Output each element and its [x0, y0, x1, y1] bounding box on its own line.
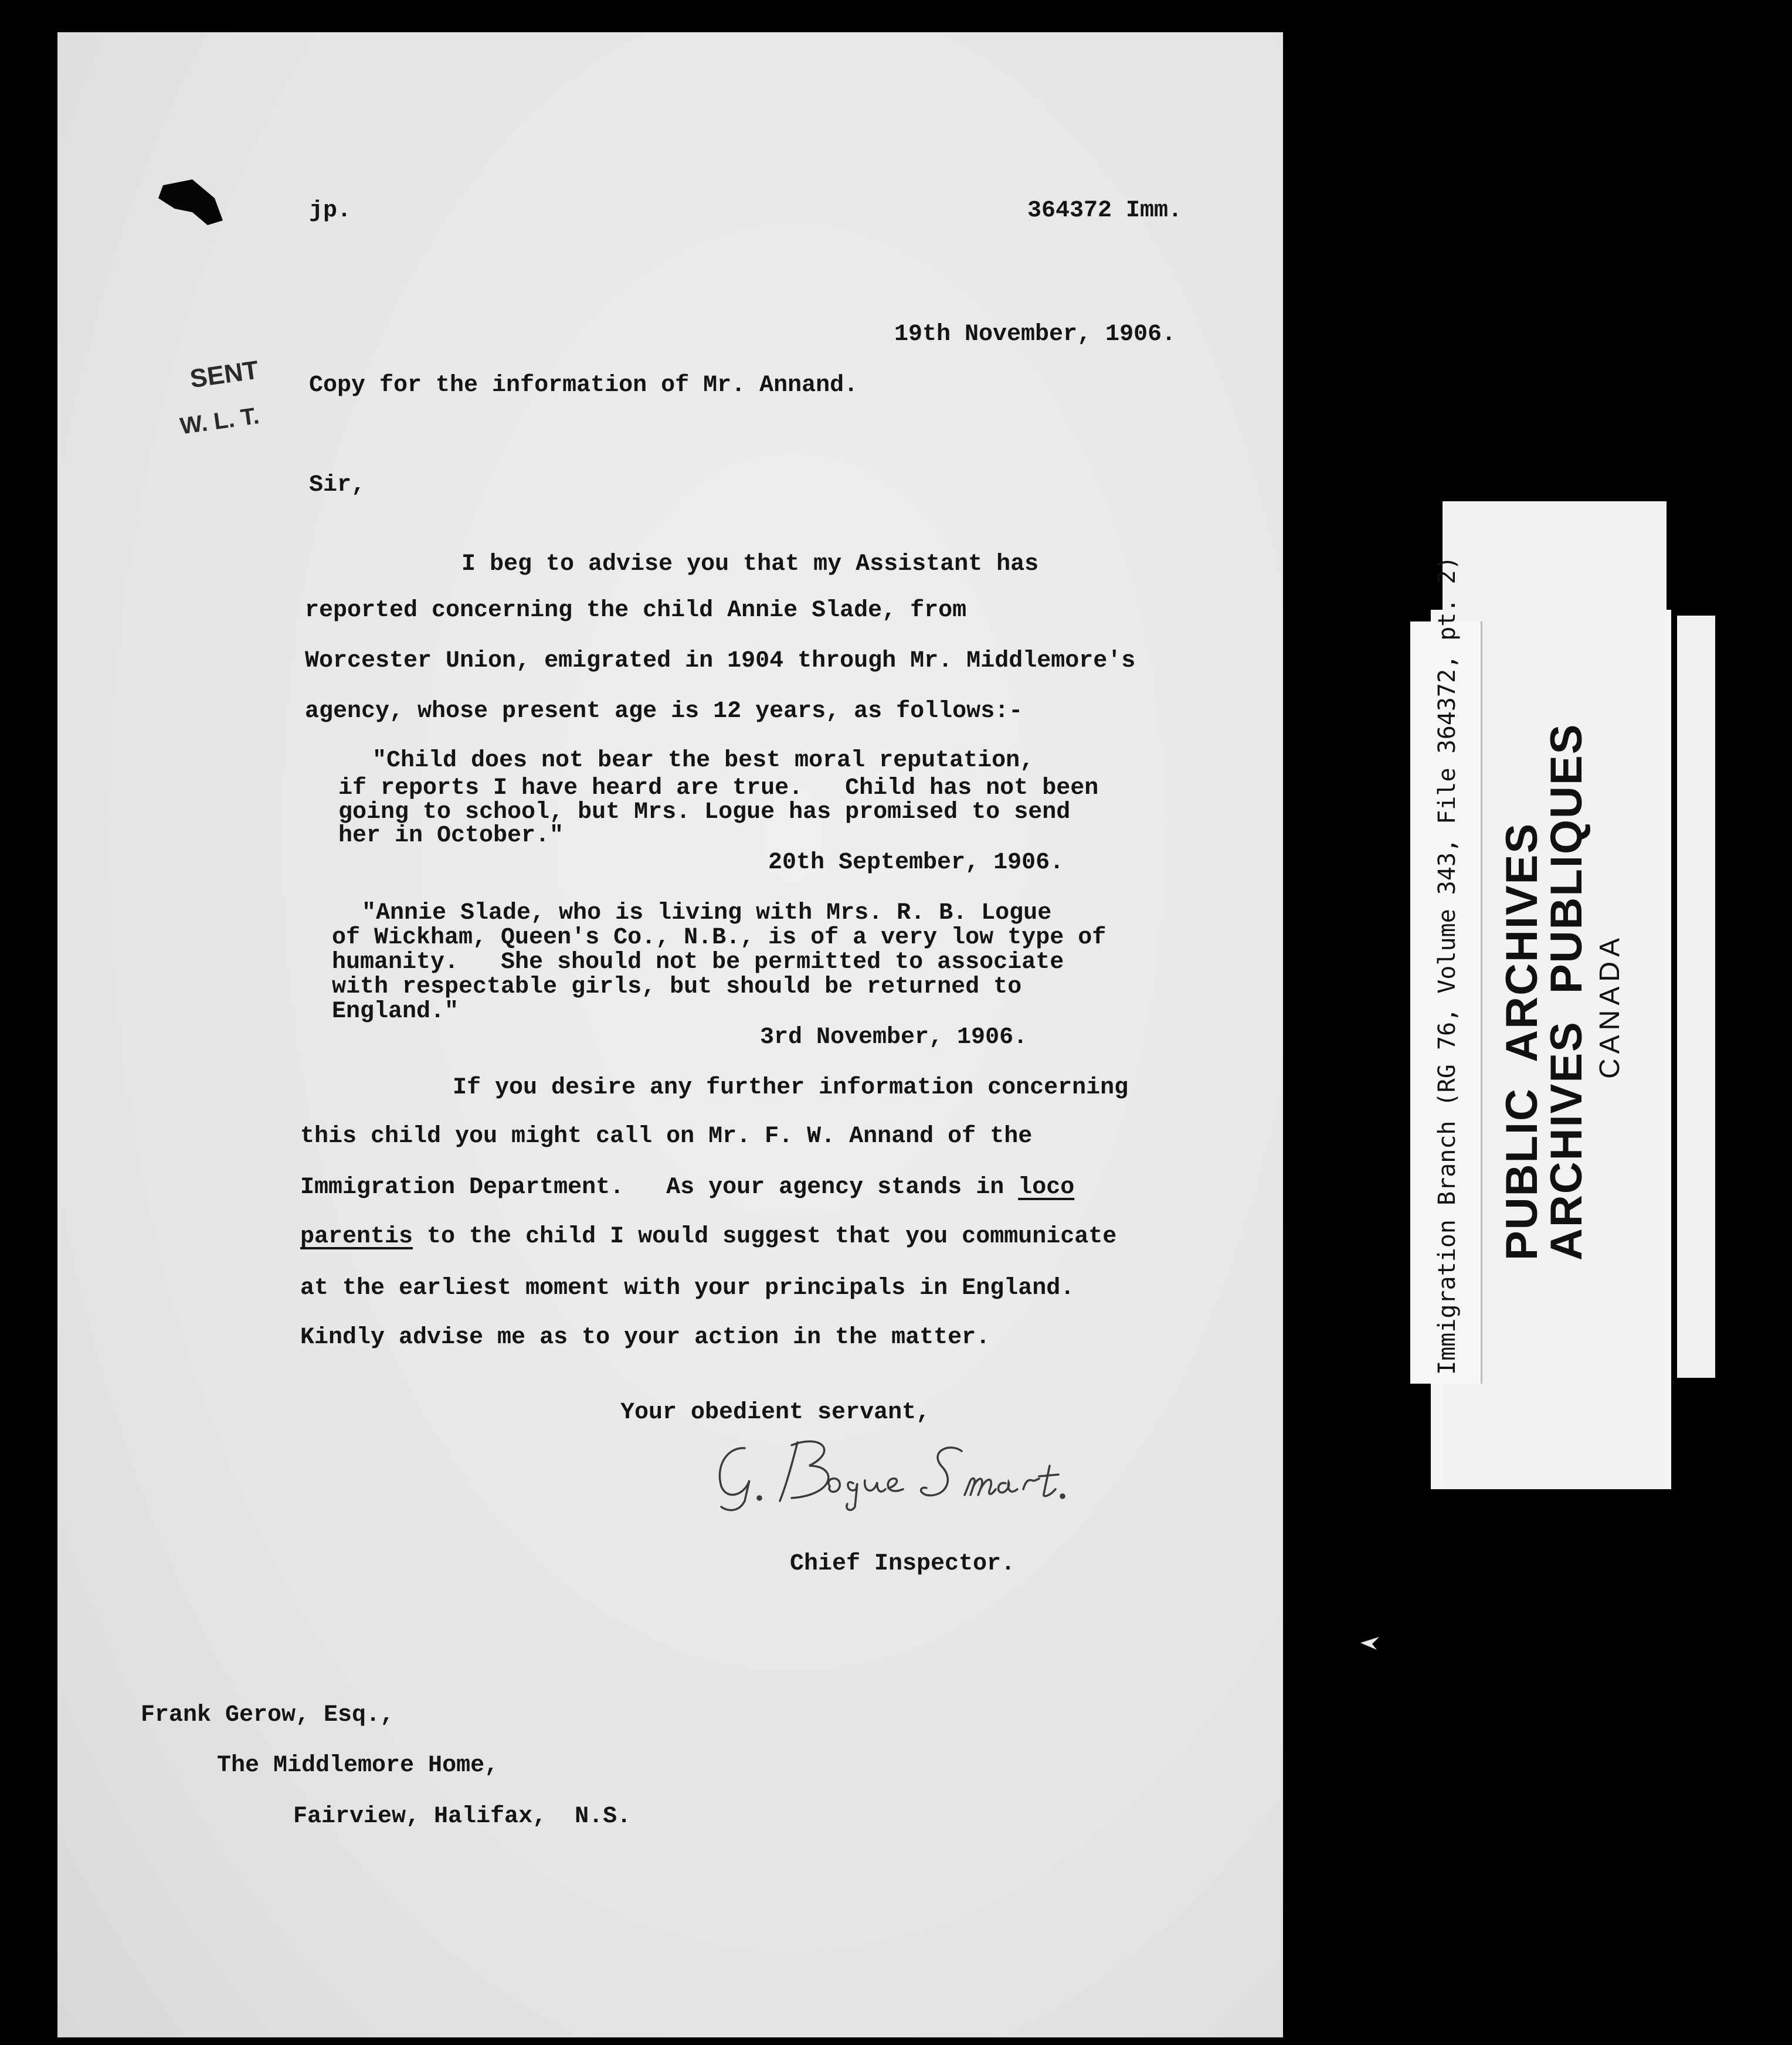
signatory-title: Chief Inspector. — [790, 1551, 1016, 1577]
closing: Your obedient servant, — [620, 1399, 931, 1426]
ink-blot — [151, 175, 228, 227]
parentis-underlined: parentis — [300, 1224, 413, 1250]
typist-initials: jp. — [309, 198, 352, 224]
address-line: Frank Gerow, Esq., — [141, 1702, 395, 1728]
quote-2-line: of Wickham, Queen's Co., N.B., is of a very low type of — [332, 925, 1107, 951]
quote-2-line: humanity. She should not be permitted to associate — [332, 949, 1064, 976]
paragraph-1-line: reported concerning the child Annie Slade, from — [305, 597, 967, 624]
sent-stamp — [169, 335, 268, 450]
speck-mark — [1359, 1635, 1383, 1652]
handwritten-signature — [704, 1431, 1126, 1513]
paragraph-2-text: to the child I would suggest that you communicate — [413, 1224, 1117, 1250]
sent-stamp-line1: SENT — [188, 355, 261, 394]
quote-2-line: with respectable girls, but should be returned to — [332, 974, 1022, 1000]
paragraph-1-line: agency, whose present age is 12 years, as follows:- — [305, 698, 1023, 725]
paragraph-2-line: this child you might call on Mr. F. W. Annand of the — [300, 1123, 1033, 1150]
quote-2-line: "Annie Slade, who is living with Mrs. R. B. Logue — [362, 900, 1052, 926]
quote-2-date: 3rd November, 1906. — [760, 1024, 1028, 1051]
quote-2-line: England." — [332, 998, 459, 1025]
address-line: Fairview, Halifax, N.S. — [293, 1803, 632, 1830]
paragraph-2-line: at the earliest moment with your principals in England. — [300, 1275, 1075, 1302]
quote-1-date: 20th September, 1906. — [768, 850, 1064, 876]
paragraph-2-line — [300, 1225, 1116, 1249]
paragraph-2-line: If you desire any further information concerning — [453, 1075, 1129, 1101]
archive-country: CANADA — [1594, 933, 1625, 1079]
paragraph-2-line — [300, 1176, 1074, 1200]
loco-underlined: loco — [1018, 1174, 1075, 1201]
letter-date: 19th November, 1906. — [894, 321, 1176, 348]
label-backing-edge — [1677, 616, 1715, 1378]
paragraph-2-text: Immigration Department. As your agency stands in — [300, 1174, 1019, 1201]
quote-1-line: her in October." — [338, 823, 564, 849]
quote-1-line: "Child does not bear the best moral reputation, — [372, 748, 1034, 774]
quote-1-line: if reports I have heard are true. Child has not been — [338, 775, 1099, 801]
file-number: 364372 Imm. — [1027, 198, 1183, 224]
sent-stamp-line2: W. L. T. — [178, 402, 261, 440]
archive-name-english: PUBLIC ARCHIVES — [1497, 822, 1547, 1261]
address-line: The Middlemore Home, — [217, 1752, 499, 1779]
copy-note: Copy for the information of Mr. Annand. — [309, 372, 858, 399]
salutation: Sir, — [309, 472, 366, 498]
quote-1-line: going to school, but Mrs. Logue has promised to send — [338, 799, 1071, 826]
paragraph-2-line: Kindly advise me as to your action in the matter. — [300, 1324, 990, 1351]
paragraph-1-line: I beg to advise you that my Assistant has — [461, 551, 1039, 578]
archive-file-reference: Immigration Branch (RG 76, Volume 343, File 364372, pt. 2) — [1434, 556, 1461, 1375]
paragraph-1-line: Worcester Union, emigrated in 1904 through Mr. Middlemore's — [305, 648, 1136, 674]
archive-name-french: ARCHIVES PUBLIQUES — [1542, 723, 1591, 1261]
